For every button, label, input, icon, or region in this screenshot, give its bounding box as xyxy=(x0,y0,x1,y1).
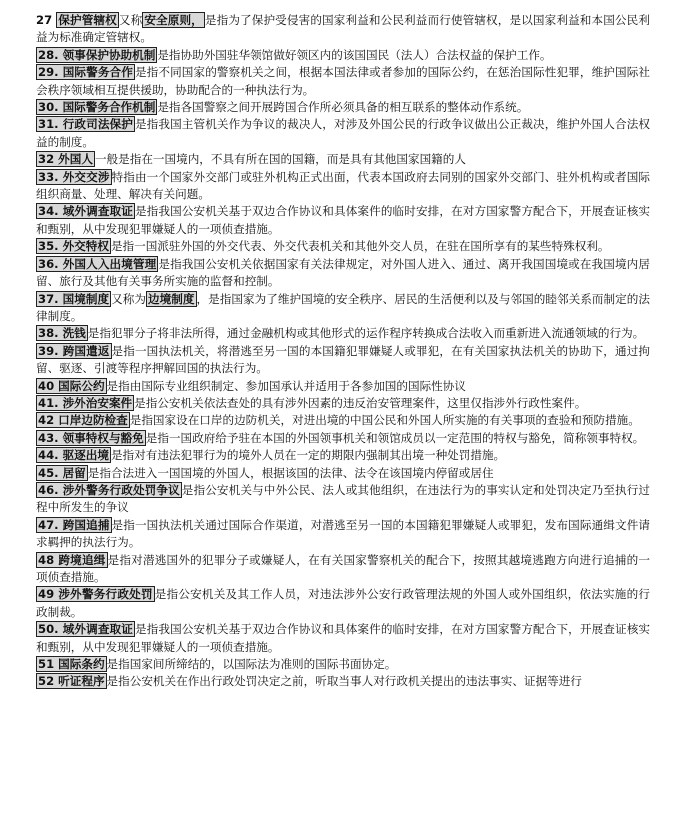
term-label: 52 听证程序 xyxy=(38,674,105,689)
definition-text: 是指犯罪分子将非法所得，通过金融机构或其他形式的运作程序转换成合法收入而重新进入流通领域的行为。 xyxy=(87,326,645,341)
glossary-entry xyxy=(36,151,650,168)
term-label: 49 涉外警务行政处罚 xyxy=(38,587,153,602)
glossary-entry xyxy=(36,203,650,238)
glossary-entry xyxy=(36,47,650,64)
definition-text: 是指公安机关及其工作人员，对违法涉外公安行政管理法规的外国人或外国组织，依法实施的行政制裁。 xyxy=(36,587,650,619)
definition-text: 是指我国公安机关基于双边合作协议和具体案件的临时安排，在对方国家警方配合下，开展查证核实和甄别，从中发现犯罪嫌疑人的一项侦查措施。 xyxy=(36,622,650,654)
term-label: 33. 外交交涉 xyxy=(38,169,110,184)
glossary-entry xyxy=(36,116,650,151)
term-label: 42 口岸边防检查 xyxy=(38,413,128,428)
glossary-entry xyxy=(36,586,650,621)
definition-text: 是指对潜逃国外的犯罪分子或嫌疑人，在有关国家警察机关的配合下，按照其越境逃跑方向进行追捕的一项侦查措施。 xyxy=(36,552,650,584)
glossary-entry xyxy=(36,621,650,656)
term-label: 36. 外国人入出境管理 xyxy=(38,256,157,271)
glossary-entry xyxy=(36,395,650,412)
definition-text: 是指一国执法机关通过国际合作渠道，对潜逃至另一国的本国籍犯罪嫌疑人或罪犯，发布国际通缉文件请求羁押的执法行为。 xyxy=(36,517,650,550)
term-label: 50. 域外调查取证 xyxy=(38,622,133,637)
definition-text: 是指各国警察之间开展跨国合作所必须具备的相互联系的整体动作系统。 xyxy=(157,100,529,115)
entry-number: 27 xyxy=(36,13,57,27)
definition-text: 是指对有违法犯罪行为的境外人员在一定的期限内强制其出境一种处罚措施。 xyxy=(110,448,506,463)
term-label: 48 跨境追缉 xyxy=(38,552,106,567)
term-label: 35. 外交特权 xyxy=(38,239,109,254)
definition-text: 是指一国执法机关，将潜逃至另一国的本国籍犯罪嫌疑人或罪犯，在有关国家执法机关的协助下，通过拘留、驱逐、引渡等程序押解回国的执法行为。 xyxy=(36,343,650,376)
term-label: 边境制度 xyxy=(148,291,195,306)
definition-text: 又称 xyxy=(118,13,143,27)
glossary-entry xyxy=(36,430,650,447)
glossary-entry xyxy=(36,256,650,291)
definition-text: 是指合法进入一国国境的外国人，根据该国的法律、法令在该国境内停留或居住 xyxy=(87,465,494,480)
definition-text: 是指为了保护受侵害的国家利益和公民利益而行使管辖权，是以国家利益和本国公民利益为标准确定管辖权。 xyxy=(36,13,650,45)
glossary-entry xyxy=(36,238,650,255)
term-label: 44. 驱逐出境 xyxy=(38,448,109,463)
glossary-entry xyxy=(36,64,650,99)
term-label: 安全原则， xyxy=(144,13,203,27)
definition-text: 又称为 xyxy=(111,291,147,306)
term-label: 31. 行政司法保护 xyxy=(38,117,133,132)
term-label: 39. 跨国遣返 xyxy=(38,343,110,358)
definition-text: 是指一国派驻外国的外交代表、外交代表机关和其他外交人员，在驻在国所享有的某些特殊权利。 xyxy=(110,239,610,254)
definition-text: 是指我国主管机关作为争议的裁决人，对涉及外国公民的行政争议做出公正裁决，维护外国人合法权益的制度。 xyxy=(36,117,650,149)
glossary-entry xyxy=(36,673,650,690)
term-label: 46. 涉外警务行政处罚争议 xyxy=(38,482,180,497)
term-label: 30. 国际警务合作机制 xyxy=(38,100,156,115)
term-label: 41. 涉外治安案件 xyxy=(38,395,133,410)
glossary-entry xyxy=(36,447,650,464)
definition-text: 是指国家间所缔结的，以国际法为准则的国际书面协定。 xyxy=(106,657,397,672)
definition-text: 是指由国际专业组织制定、参加国承认并适用于各参加国的国际性协议 xyxy=(106,378,466,393)
definition-text: 是指一国政府给予驻在本国的外国领事机关和领馆成员以一定范围的特权与豁免，简称领事特权。 xyxy=(145,430,645,445)
term-label: 43. 领事特权与豁免 xyxy=(38,430,144,445)
glossary-entry xyxy=(36,99,650,116)
glossary-entry xyxy=(36,169,650,204)
term-label: 28. 领事保护协助机制 xyxy=(38,47,156,62)
glossary-entry xyxy=(36,12,650,47)
glossary-entry xyxy=(36,517,650,552)
term-label: 34. 域外调查取证 xyxy=(38,204,133,219)
glossary-entry xyxy=(36,343,650,378)
term-label: 29. 国际警务合作 xyxy=(38,65,133,80)
glossary-entry xyxy=(36,378,650,395)
definition-text: 是指公安机关与中外公民、法人或其他组织，在违法行为的事实认定和处罚决定乃至执行过程中所发生的争议 xyxy=(36,482,650,515)
definition-text: 是指公安机关依法查处的具有涉外因素的违反治安管理案件，这里仅指涉外行政性案件。 xyxy=(134,395,587,410)
term-label: 38. 洗钱 xyxy=(38,326,86,341)
definition-text: 是指不同国家的警察机关之间，根据本国法律或者参加的国际公约，在惩治国际性犯罪，维护国际社会秩序领域相互提供援助，协助配合的一种执法行为。 xyxy=(36,65,650,97)
term-label: 40 国际公约 xyxy=(38,378,105,393)
term-label: 保护管辖权 xyxy=(58,13,117,27)
definition-text: 一般是指在一国境内，不具有所在国的国籍，而是具有其他国家国籍的人 xyxy=(94,152,466,167)
definition-text: 是指协助外国驻华领馆做好领区内的该国国民（法人）合法权益的保护工作。 xyxy=(157,47,552,62)
glossary-entry xyxy=(36,656,650,673)
definition-text: 是指公安机关在作出行政处罚决定之前，听取当事人对行政机关提出的违法事实、证据等进行 xyxy=(106,674,582,689)
term-label: 37. 国境制度 xyxy=(38,291,110,306)
glossary-entry xyxy=(36,465,650,482)
term-label: 51 国际条约 xyxy=(38,657,105,672)
term-label: 45. 居留 xyxy=(38,465,86,480)
definition-text: ，是指国家为了维护国境的安全秩序、居民的生活便利以及与邻国的睦邻关系而制定的法律制度。 xyxy=(36,291,650,323)
glossary-entry xyxy=(36,482,650,517)
definition-text: 特指由一个国家外交部门或驻外机构正式出面，代表本国政府去同别的国家外交部门、驻外机构或者国际组织商量、处理、解决有关问题。 xyxy=(36,169,650,202)
term-label: 32 外国人 xyxy=(38,152,93,167)
term-label: 47. 跨国追捕 xyxy=(38,517,110,532)
definition-text: 是指国家设在口岸的边防机关，对进出境的中国公民和外国人所实施的有关事项的查验和预防措施。 xyxy=(129,413,640,428)
glossary-entry xyxy=(36,412,650,429)
glossary-entry xyxy=(36,291,650,326)
definition-text: 是指我国公安机关依据国家有关法律规定，对外国人进入、通过、离开我国国境或在我国境内居留、旅行及其他有关事务所实施的监督和控制。 xyxy=(36,256,650,289)
glossary-entry xyxy=(36,325,650,342)
definition-text: 是指我国公安机关基于双边合作协议和具体案件的临时安排，在对方国家警方配合下，开展查证核实和甄别，从中发现犯罪嫌疑人的一项侦查措施。 xyxy=(36,204,650,236)
glossary-entry xyxy=(36,552,650,587)
